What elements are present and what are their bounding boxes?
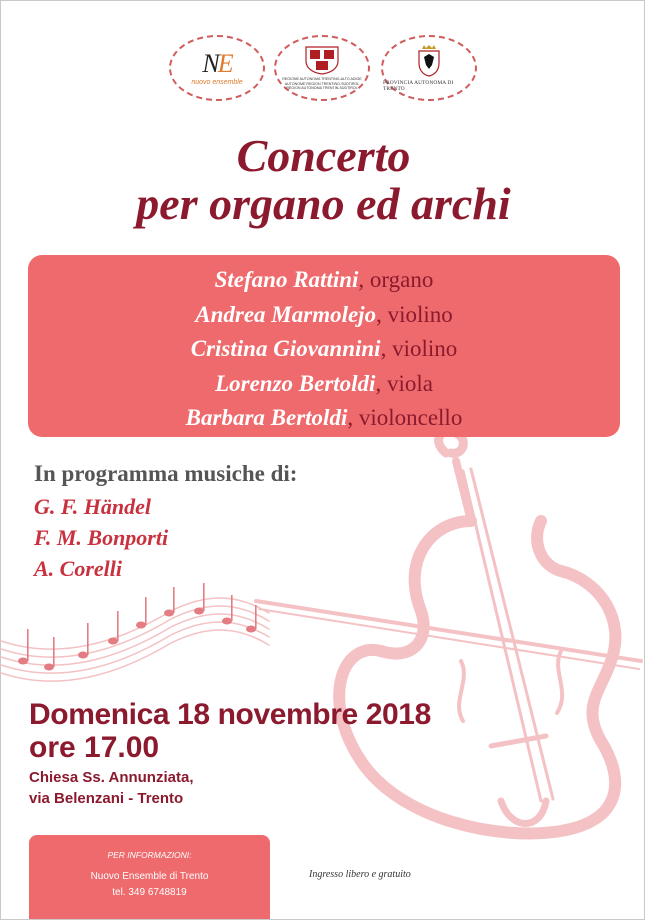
logo-mark-n: N [202, 48, 218, 78]
province-coat-of-arms-icon [416, 45, 442, 77]
concert-title: Concerto [236, 130, 411, 181]
performer-instrument: , organo [358, 267, 434, 292]
logo-mark-e: E [217, 48, 232, 78]
performer-instrument: , violino [376, 301, 453, 327]
performer-instrument: , viola [375, 370, 433, 396]
program-heading: In programma musiche di: [34, 461, 298, 486]
composer-name: A. Corelli [34, 556, 123, 581]
performer-line [28, 263, 620, 298]
performers-panel [28, 255, 620, 437]
nuovo-ensemble-logo [169, 35, 265, 101]
performer-name: Barbara Bertoldi [185, 405, 348, 430]
performer-name: Andrea Marmolejo [195, 301, 377, 327]
region-logo [274, 35, 370, 101]
event-date: Domenica 18 novembre 2018 [29, 698, 431, 731]
composer-name: F. M. Bonporti [34, 525, 169, 550]
region-coat-of-arms-icon [302, 45, 342, 75]
performer-instrument: , violino [380, 336, 458, 361]
performer-line [28, 298, 620, 333]
info-heading: PER INFORMAZIONI: [107, 850, 192, 860]
region-caption-line: REGIONE AUTONOMA TRENTINO-ALTO ADIGE [282, 77, 362, 82]
performer-line [28, 401, 620, 436]
performer-instrument: , violoncello [347, 405, 463, 430]
performer-line [28, 332, 620, 367]
province-caption: PROVINCIA AUTONOMA DI TRENTO [383, 79, 454, 92]
performer-line [28, 367, 620, 402]
venue-address: via Belenzani - Trento [29, 790, 184, 807]
performer-name: Cristina Giovannini [190, 336, 381, 361]
logo-caption: nuovo ensemble [191, 78, 243, 86]
event-time: ore 17.00 [29, 731, 160, 764]
info-box [29, 835, 270, 919]
music-notes [18, 583, 257, 671]
performer-name: Stefano Rattini [214, 267, 359, 292]
region-caption-line: REGION AUTONOMA TRENTIN-SÜDTIROL [286, 86, 358, 91]
concert-subtitle: per organo ed archi [136, 178, 511, 229]
entry-note: Ingresso libero e gratuito [309, 869, 411, 880]
province-logo [381, 35, 477, 101]
info-phone: tel. 349 6748819 [112, 887, 187, 898]
performer-name: Lorenzo Bertoldi [215, 370, 376, 396]
composer-name: G. F. Händel [34, 494, 151, 519]
info-organizer: Nuovo Ensemble di Trento [90, 871, 209, 882]
region-caption-line: AUTONOME REGION TRENTINO-SÜDTIROL [284, 81, 360, 86]
venue-name: Chiesa Ss. Annunziata, [29, 769, 194, 786]
